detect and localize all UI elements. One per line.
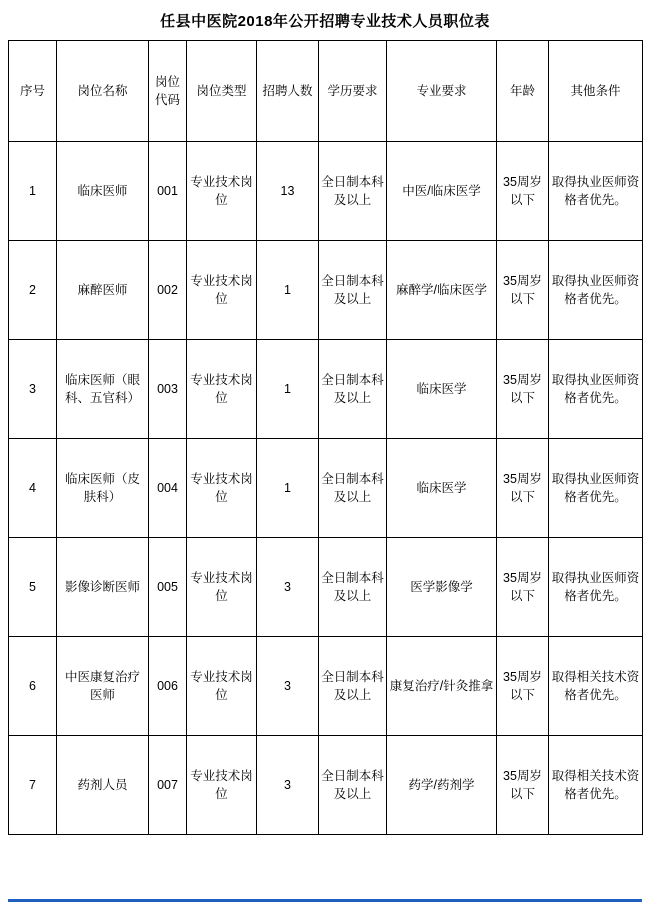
cell-other: 取得相关技术资格者优先。 bbox=[549, 637, 643, 736]
table-row bbox=[9, 439, 643, 538]
cell-position: 临床医师（皮肤科） bbox=[57, 439, 149, 538]
cell-no: 5 bbox=[9, 538, 57, 637]
cell-position: 临床医师（眼科、五官科） bbox=[57, 340, 149, 439]
table-row bbox=[9, 637, 643, 736]
table-row bbox=[9, 736, 643, 835]
cell-age: 35周岁以下 bbox=[497, 241, 549, 340]
cell-major: 中医/临床医学 bbox=[387, 142, 497, 241]
column-header-code: 岗位代码 bbox=[149, 41, 187, 142]
cell-education: 全日制本科及以上 bbox=[319, 538, 387, 637]
cell-position: 麻醉医师 bbox=[57, 241, 149, 340]
cell-type: 专业技术岗位 bbox=[187, 142, 257, 241]
cell-age: 35周岁以下 bbox=[497, 538, 549, 637]
table-row bbox=[9, 538, 643, 637]
recruitment-table bbox=[8, 40, 643, 835]
cell-code: 005 bbox=[149, 538, 187, 637]
cell-count: 1 bbox=[257, 439, 319, 538]
column-header-count: 招聘人数 bbox=[257, 41, 319, 142]
cell-type: 专业技术岗位 bbox=[187, 439, 257, 538]
cell-position: 临床医师 bbox=[57, 142, 149, 241]
cell-count: 3 bbox=[257, 736, 319, 835]
cell-code: 006 bbox=[149, 637, 187, 736]
cell-other: 取得执业医师资格者优先。 bbox=[549, 142, 643, 241]
cell-other: 取得执业医师资格者优先。 bbox=[549, 439, 643, 538]
table-row bbox=[9, 241, 643, 340]
cell-count: 3 bbox=[257, 538, 319, 637]
cell-education: 全日制本科及以上 bbox=[319, 439, 387, 538]
cell-education: 全日制本科及以上 bbox=[319, 736, 387, 835]
cell-type: 专业技术岗位 bbox=[187, 637, 257, 736]
cell-position: 影像诊断医师 bbox=[57, 538, 149, 637]
cell-major: 临床医学 bbox=[387, 439, 497, 538]
cell-education: 全日制本科及以上 bbox=[319, 637, 387, 736]
cell-no: 7 bbox=[9, 736, 57, 835]
cell-no: 2 bbox=[9, 241, 57, 340]
cell-major: 麻醉学/临床医学 bbox=[387, 241, 497, 340]
cell-age: 35周岁以下 bbox=[497, 736, 549, 835]
cell-code: 007 bbox=[149, 736, 187, 835]
cell-major: 临床医学 bbox=[387, 340, 497, 439]
table-row bbox=[9, 142, 643, 241]
cell-type: 专业技术岗位 bbox=[187, 241, 257, 340]
cell-education: 全日制本科及以上 bbox=[319, 142, 387, 241]
cell-code: 004 bbox=[149, 439, 187, 538]
cell-code: 001 bbox=[149, 142, 187, 241]
cell-major: 药学/药剂学 bbox=[387, 736, 497, 835]
cell-major: 医学影像学 bbox=[387, 538, 497, 637]
column-header-education: 学历要求 bbox=[319, 41, 387, 142]
cell-no: 4 bbox=[9, 439, 57, 538]
cell-age: 35周岁以下 bbox=[497, 142, 549, 241]
cell-education: 全日制本科及以上 bbox=[319, 241, 387, 340]
cell-position: 药剂人员 bbox=[57, 736, 149, 835]
cell-no: 1 bbox=[9, 142, 57, 241]
cell-other: 取得执业医师资格者优先。 bbox=[549, 538, 643, 637]
cell-code: 003 bbox=[149, 340, 187, 439]
column-header-other: 其他条件 bbox=[549, 41, 643, 142]
cell-education: 全日制本科及以上 bbox=[319, 340, 387, 439]
cell-other: 取得执业医师资格者优先。 bbox=[549, 241, 643, 340]
cell-age: 35周岁以下 bbox=[497, 340, 549, 439]
cell-no: 6 bbox=[9, 637, 57, 736]
cell-code: 002 bbox=[149, 241, 187, 340]
cell-age: 35周岁以下 bbox=[497, 637, 549, 736]
page-title: 任县中医院2018年公开招聘专业技术人员职位表 bbox=[160, 13, 490, 30]
cell-age: 35周岁以下 bbox=[497, 439, 549, 538]
cell-count: 3 bbox=[257, 637, 319, 736]
cell-count: 1 bbox=[257, 241, 319, 340]
table-header-row bbox=[9, 41, 643, 142]
column-header-major: 专业要求 bbox=[387, 41, 497, 142]
cell-count: 1 bbox=[257, 340, 319, 439]
cell-other: 取得执业医师资格者优先。 bbox=[549, 340, 643, 439]
cell-major: 康复治疗/针灸推拿 bbox=[387, 637, 497, 736]
cell-type: 专业技术岗位 bbox=[187, 340, 257, 439]
column-header-no: 序号 bbox=[9, 41, 57, 142]
cell-other: 取得相关技术资格者优先。 bbox=[549, 736, 643, 835]
bottom-accent-rule bbox=[8, 899, 642, 902]
cell-position: 中医康复治疗医师 bbox=[57, 637, 149, 736]
cell-type: 专业技术岗位 bbox=[187, 538, 257, 637]
cell-count: 13 bbox=[257, 142, 319, 241]
cell-no: 3 bbox=[9, 340, 57, 439]
cell-type: 专业技术岗位 bbox=[187, 736, 257, 835]
column-header-position: 岗位名称 bbox=[57, 41, 149, 142]
column-header-age: 年龄 bbox=[497, 41, 549, 142]
column-header-type: 岗位类型 bbox=[187, 41, 257, 142]
table-row bbox=[9, 340, 643, 439]
